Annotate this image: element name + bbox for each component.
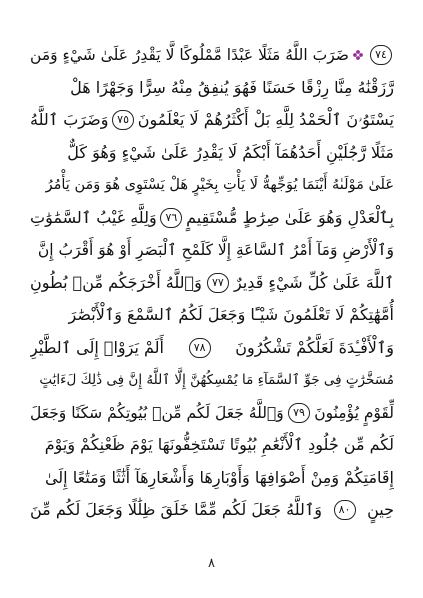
text-line xyxy=(30,71,394,105)
verse-text-segment: ٱللَّهَ عَلَىٰ كُلِّ شَيْءٍ قَدِيرٌ xyxy=(234,272,394,292)
text-line xyxy=(30,493,394,527)
verse-text-segment: لَكُم مِّن جُلُودِ ٱلْأَنْعَٰمِ بُيُوتًا تَسْتَخِفُّونَهَا يَوْمَ ظَعْنِكُمْ وَيَوْمَ xyxy=(44,435,394,454)
verse-text-segment: وَضَرَبَ ٱللَّهُ xyxy=(30,110,109,129)
verse-text-segment: إِقَامَتِكُمْ وَمِنْ أَصْوَافِهَا وَأَوْبَارِهَا وَأَشْعَارِهَآ أَثَٰثًا وَمَتَٰعًا إِلَىٰ xyxy=(44,467,394,487)
verse-text-segment: مُسَخَّرَٰتٍ فِى جَوِّ ٱلسَّمَآءِ مَا يُمْسِكُهُنَّ إِلَّا ٱللَّهُ إِنَّ فِى ذَٰلِكَ لَءَايَٰتٍ xyxy=(39,372,394,388)
ayah-number-marker: ٧٩ xyxy=(288,403,310,423)
verse-text-segment: عَلَىٰ مَوْلَىٰهُ أَيْنَمَا يُوَجِّههُّ لَا يَأْتِ بِخَيْرٍ هَلْ يَسْتَوِى هُوَ وَمَن يَأْمُرُ xyxy=(45,177,394,193)
verse-text-segment: أُمَّهَٰتِكُمْ لَا تَعْلَمُونَ شَيْـًٔا وَجَعَلَ لَكُمُ ٱلسَّمْعَ وَٱلْأَبْصَٰرَ xyxy=(68,305,394,324)
text-line xyxy=(30,38,394,72)
verse-text-segment: وَٱللَّهُ جَعَلَ لَكُم مِّمَّا خَلَقَ ظِلَٰلًا وَجَعَلَ لَكُم مِّنَ xyxy=(30,500,322,519)
verse-text-segment: رَّزَقْنَٰهُ مِنَّا رِزْقًا حَسَنًا فَهُوَ يُنفِقُ مِنْهُ سِرًّا وَجَهْرًا هَلْ xyxy=(70,77,394,97)
text-line xyxy=(30,103,394,137)
ayah-number-marker: ٨٠ xyxy=(334,500,356,520)
ayah-number-marker: ٧٧ xyxy=(207,273,229,293)
ayah-number-marker: ٧٥ xyxy=(112,110,134,130)
ayah-number-marker: ٧٤ xyxy=(370,45,392,65)
verse-text-segment: وَلِلَّهِ غَيْبُ ٱلسَّمَٰوَٰتِ xyxy=(30,207,157,227)
ayah-number-marker: ٧٦ xyxy=(160,208,182,228)
verse-text-segment: حِينٍ xyxy=(367,500,394,519)
verse-text-segment: وَٱللَّهُ أَخْرَجَكُم مِّنۢ بُطُونِ xyxy=(30,272,202,292)
text-line xyxy=(30,428,394,462)
text-line xyxy=(30,363,394,397)
ayah-number-marker: ٧٨ xyxy=(189,338,211,358)
verse-text-segment: وَٱللَّهُ جَعَلَ لَكُم مِّنۢ بُيُوتِكُمْ سَكَنًا وَجَعَلَ xyxy=(30,403,284,422)
text-line xyxy=(30,233,394,267)
sajda-flower-icon xyxy=(353,50,363,60)
verse-text-segment: وَٱلْأَرْضِ وَمَآ أَمْرُ ٱلسَّاعَةِ إِلَّا كَلَمْحِ ٱلْبَصَرِ أَوْ هُوَ أَقْرَبُ إِنَّ xyxy=(37,241,394,259)
verse-text-segment: لِّقَوْمٍ يُؤْمِنُونَ xyxy=(314,403,394,422)
verse-text-segment: مَثَلًا رَّجُلَيْنِ أَحَدُهُمَآ أَبْكَمُ لَا يَقْدِرُ عَلَىٰ شَيْءٍ وَهُوَ كَلٌّ xyxy=(67,142,394,162)
page-number: ٨ xyxy=(208,556,215,571)
text-line xyxy=(30,168,394,202)
verse-text-segment: ضَرَبَ اللَّهُ مَثَلًا عَبْدًا مَّمْلُوكًا لَّا يَقْدِرُ عَلَىٰ شَيْءٍ وَمَن xyxy=(30,46,349,64)
quran-text-block xyxy=(30,38,394,528)
text-line xyxy=(30,298,394,332)
verse-text-segment: بِٱلْعَدْلِ وَهُوَ عَلَىٰ صِرَٰطٍ مُّسْتَقِيمٍ xyxy=(186,207,394,227)
text-line xyxy=(30,136,394,170)
text-line xyxy=(30,396,394,430)
text-line xyxy=(30,266,394,300)
text-line xyxy=(30,201,394,235)
text-line xyxy=(30,331,394,365)
text-line xyxy=(30,461,394,495)
verse-text-segment: يَسْتَوُۥنَ ٱلْحَمْدُ لِلَّهِ بَلْ أَكْثَرُهُمْ لَا يَعْلَمُونَ xyxy=(137,110,394,129)
verse-text-segment: أَلَمْ يَرَوْا۟ إِلَى ٱلطَّيْرِ xyxy=(30,337,164,357)
verse-text-segment: وَٱلْأَفْـِٔدَةَ لَعَلَّكُمْ تَشْكُرُونَ xyxy=(235,337,394,357)
